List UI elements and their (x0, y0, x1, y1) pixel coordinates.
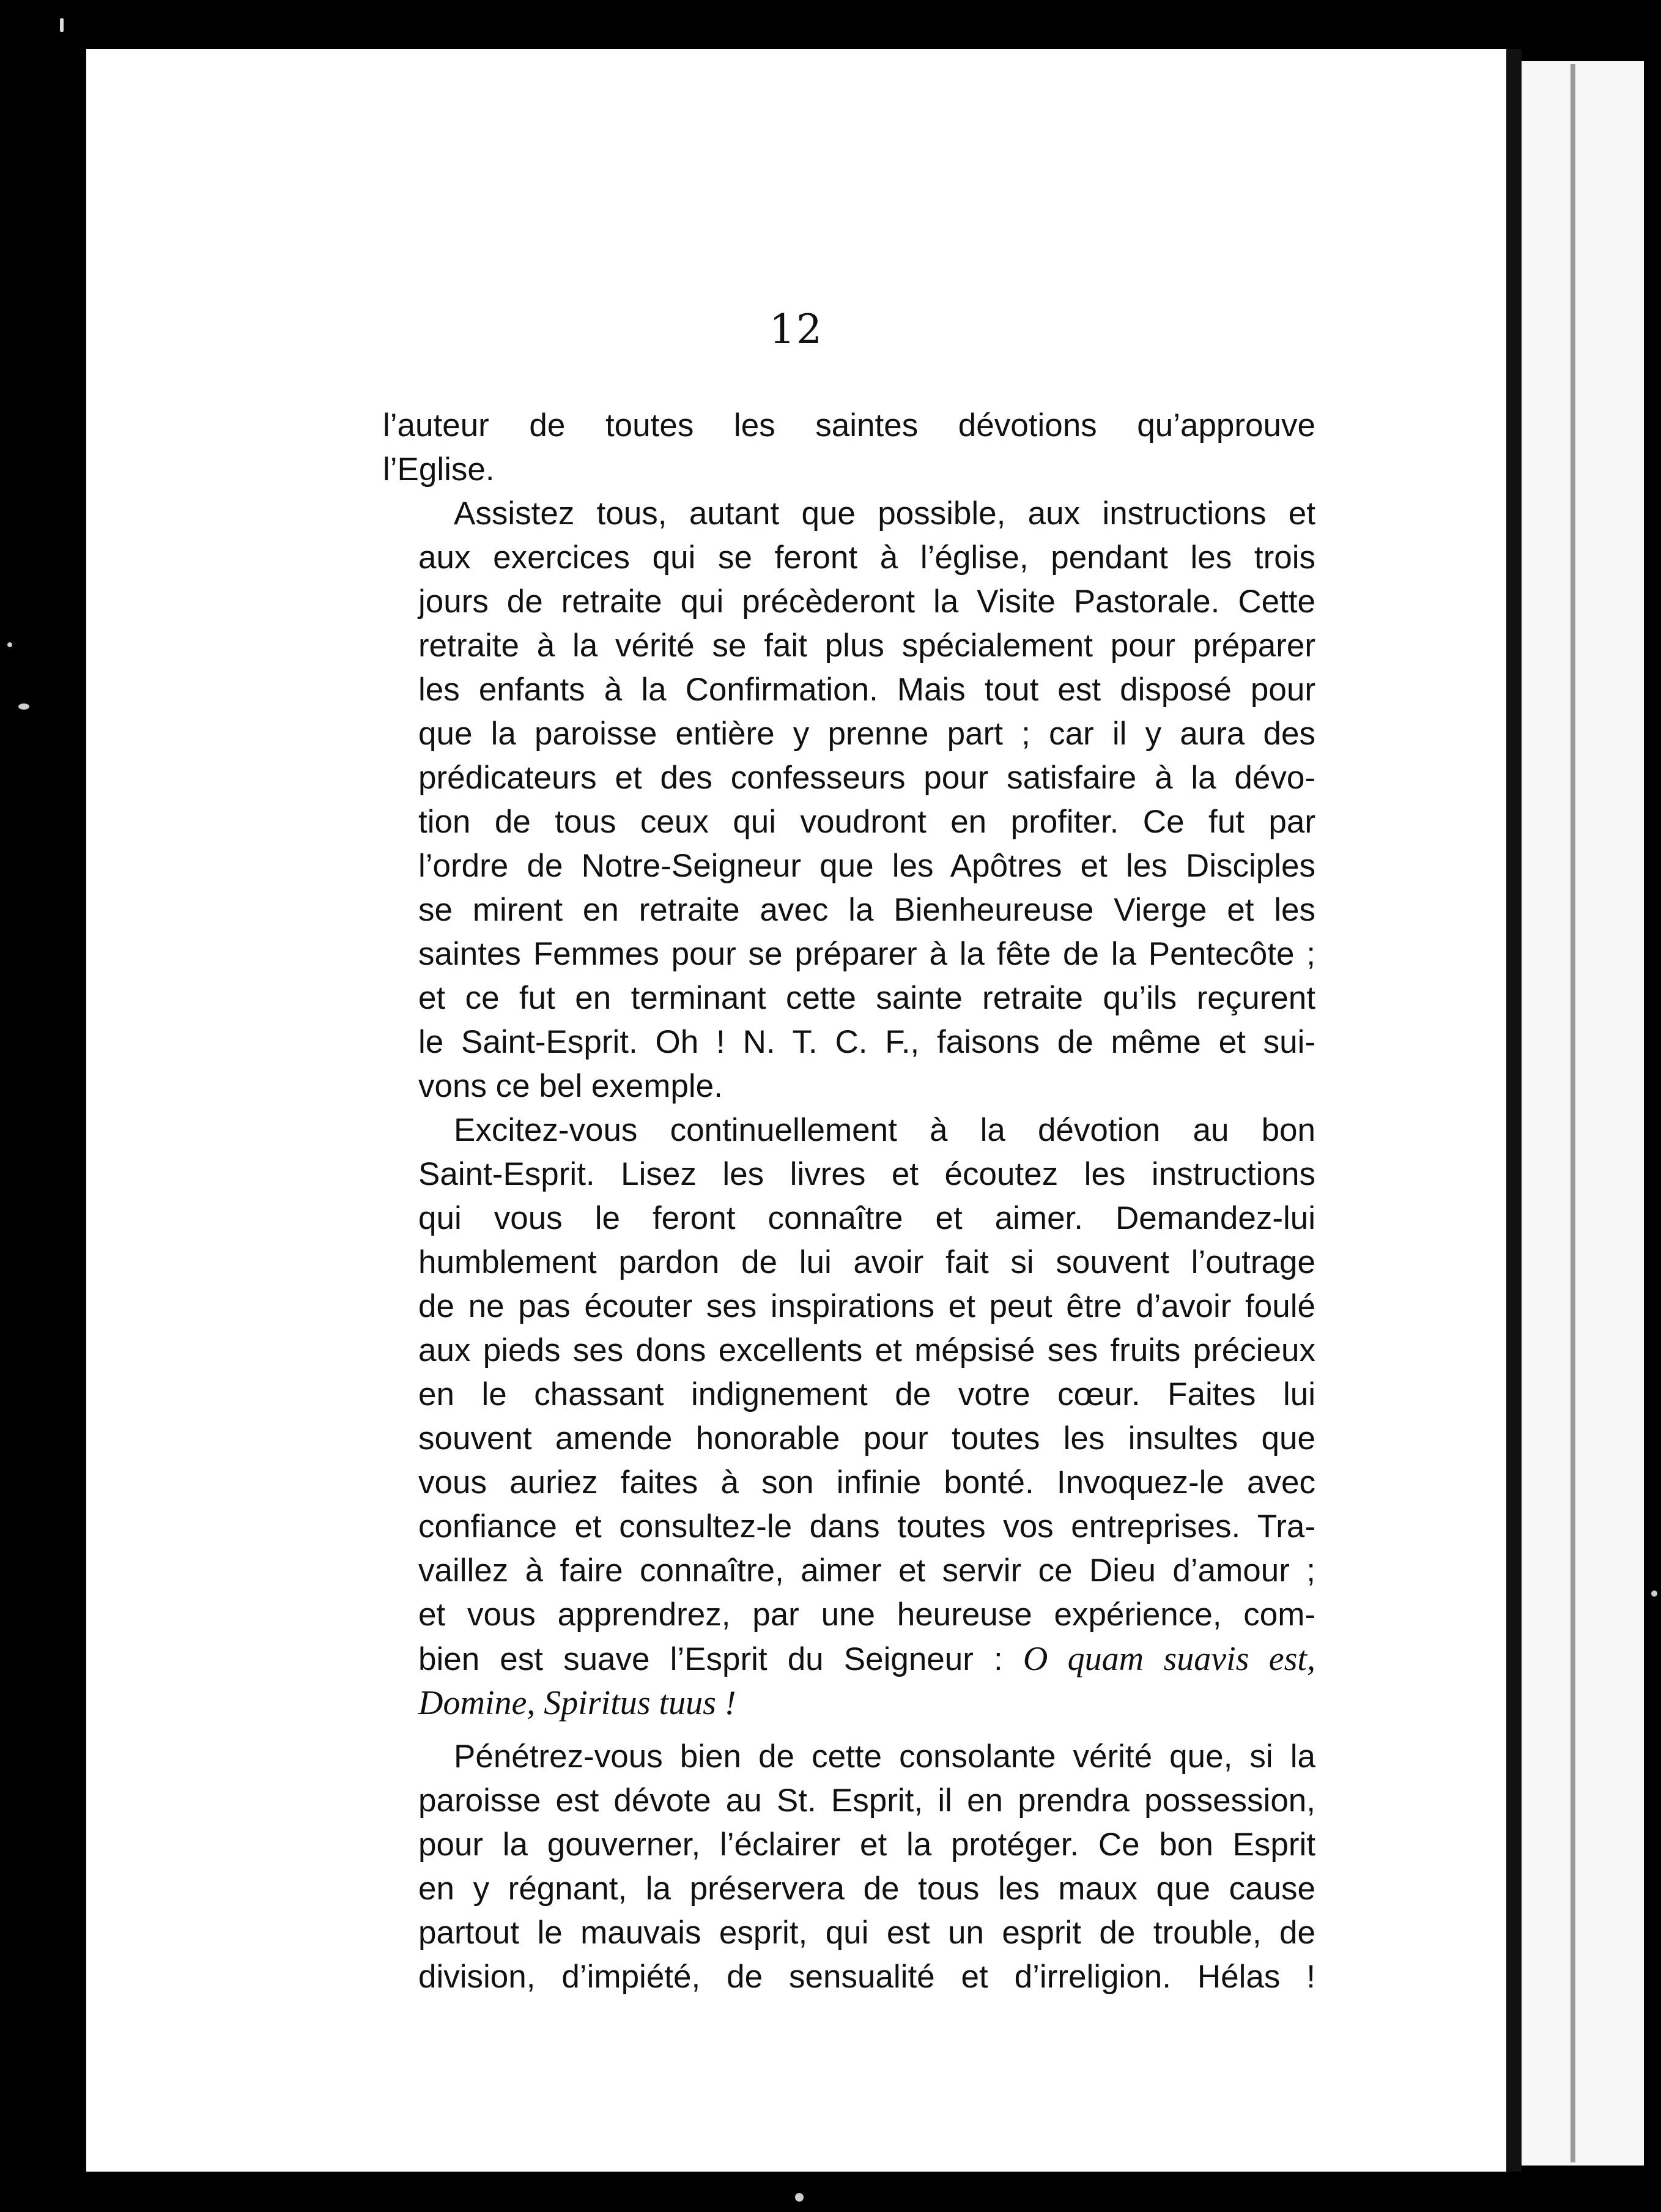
text-line: vaillez à faire connaître, aimer et servir ce Dieu d’amour ; (418, 1553, 1315, 1589)
text-line: en le chassant indignement de votre cœur. Faites lui (418, 1376, 1315, 1412)
text-line: jours de retraite qui précèderont la Visite Pastorale. Cette (418, 584, 1315, 620)
text-line: l’ordre de Notre-Seigneur que les Apôtres et les Disciples (418, 848, 1315, 884)
scan-speck (795, 2193, 804, 2202)
latin-quote: O quam suavis est, (1023, 1640, 1315, 1678)
text-line: vons ce bel exemple. (418, 1068, 723, 1104)
latin-quote: Domine, Spiritus tuus ! (418, 1684, 736, 1722)
scan-speck (18, 703, 29, 710)
text-line: l’Eglise. (383, 451, 495, 488)
text-line: retraite à la vérité se fait plus spécialement pour préparer (418, 628, 1315, 664)
paragraph-2 (383, 492, 1315, 1108)
text-line: aux pieds ses dons excellents et mépsisé ses fruits précieux (418, 1332, 1315, 1368)
text-fragment: bien est suave l’Esprit du Seigneur : (418, 1641, 1003, 1677)
text-line: le Saint-Esprit. Oh ! N. T. C. F., faisons de même et sui- (418, 1024, 1315, 1060)
text-line: partout le mauvais esprit, qui est un esprit de trouble, de (418, 1915, 1315, 1951)
text-line: Saint-Esprit. Lisez les livres et écoutez les instructions (418, 1156, 1315, 1192)
text-line: division, d’impiété, de sensualité et d’irreligion. Hélas ! (418, 1959, 1315, 1995)
text-line: l’auteur de toutes les saintes dévotions qu’approuve (383, 407, 1315, 444)
text-line: les enfants à la Confirmation. Mais tout est disposé pour (418, 672, 1315, 708)
text-line: de ne pas écouter ses inspirations et peut être d’avoir foulé (418, 1288, 1315, 1324)
text-line: humblement pardon de lui avoir fait si souvent l’outrage (418, 1244, 1315, 1280)
text-line: Assistez tous, autant que possible, aux instructions et (454, 495, 1315, 532)
text-line: souvent amende honorable pour toutes les insultes que (418, 1420, 1315, 1457)
text-line: aux exercices qui se feront à l’église, pendant les trois (418, 540, 1315, 576)
text-line: en y régnant, la préservera de tous les maux que cause (418, 1871, 1315, 1907)
text-line-latin (383, 1681, 1315, 1725)
text-line: pour la gouverner, l’éclairer et la protéger. Ce bon Esprit (418, 1827, 1315, 1863)
scan-speck (1651, 1590, 1657, 1597)
scan-speck (7, 642, 12, 647)
text-line: que la paroisse entière y prenne part ; car il y aura des (418, 716, 1315, 752)
text-line-with-latin (383, 1637, 1315, 1681)
text-line: paroisse est dévote au St. Esprit, il en prendra possession, (418, 1783, 1315, 1819)
paragraph-3 (383, 1108, 1315, 1725)
page-gutter-shadow (1506, 49, 1522, 2172)
adjacent-page-rule (1570, 64, 1575, 2162)
text-line: qui vous le feront connaître et aimer. Demandez-lui (418, 1200, 1315, 1236)
text-line: se mirent en retraite avec la Bienheureuse Vierge et les (418, 892, 1315, 928)
body-text (383, 404, 1315, 1999)
adjacent-page-edge (1522, 61, 1644, 2166)
text-line: tion de tous ceux qui voudront en profiter. Ce fut par (418, 804, 1315, 840)
text-line: Excitez-vous continuellement à la dévotion au bon (454, 1112, 1315, 1148)
text-line: prédicateurs et des confesseurs pour satisfaire à la dévo- (418, 760, 1315, 796)
paragraph-1 (383, 404, 1315, 492)
book-page (86, 49, 1506, 2172)
text-line: vous auriez faites à son infinie bonté. Invoquez-le avec (418, 1464, 1315, 1501)
text-line: saintes Femmes pour se préparer à la fête de la Pentecôte ; (418, 936, 1315, 972)
text-line: et ce fut en terminant cette sainte retraite qu’ils reçurent (418, 980, 1315, 1016)
page-number: 12 (769, 306, 823, 353)
text-line: et vous apprendrez, par une heureuse expérience, com- (418, 1597, 1315, 1633)
text-line: confiance et consultez-le dans toutes vos entreprises. Tra- (418, 1509, 1315, 1545)
scan-speck (60, 18, 64, 32)
text-line: Pénétrez-vous bien de cette consolante vérité que, si la (454, 1739, 1315, 1775)
paragraph-4 (383, 1735, 1315, 1999)
